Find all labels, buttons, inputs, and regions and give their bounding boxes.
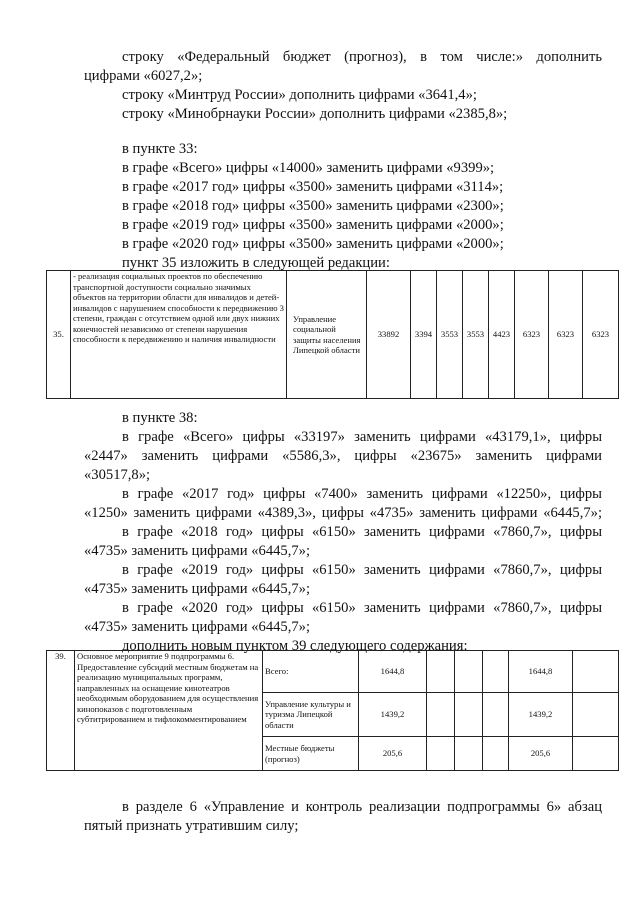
value-cell: 3394: [411, 271, 437, 399]
text-line: в графе «Всего» цифры «33197» заменить цифрами «43179,1», цифры: [122, 429, 602, 445]
empty-cell: [483, 737, 509, 771]
empty-cell: [455, 651, 483, 693]
text-line: «4735» заменить цифрами «6445,7»;: [84, 543, 311, 559]
item-description: - реализация социальных проектов по обеспечению транспортной доступности социально значимых объектов на территории области для инвалидов и детей-инвалидов с нарушением способности к передвижению 3 степени, граждан с отсутствием одной или двух нижних конечностей независимо от степени нарушения способности к передвижению и наличия инвалидности: [71, 271, 287, 399]
empty-cell: [573, 693, 619, 737]
empty-cell: [427, 693, 455, 737]
table-row: [47, 271, 619, 399]
source-label: Всего:: [263, 651, 359, 693]
item-description: Основное мероприятие 9 подпрограммы 6. Предоставление субсидий местным бюджетам на реализацию муниципальных программ, направленных на оснащение кинотеатров необходимым оборудованием для осуществления кинопоказов с подготовленным субтитрированием и тифлокомментированием: [75, 651, 263, 771]
text-line: в графе «2020 год» цифры «6150» заменить цифрами «7860,7», цифры: [122, 600, 602, 616]
text-line: в графе «2017 год» цифры «7400» заменить цифрами «12250», цифры: [122, 486, 602, 502]
value-cell: 6323: [583, 271, 619, 399]
text-line: в пункте 38:: [122, 410, 198, 426]
empty-cell: [427, 651, 455, 693]
text-line: «30517,8»;: [84, 467, 151, 483]
value-cell: 205,6: [359, 737, 427, 771]
table-item-39: [46, 650, 619, 771]
amendment-section-6: [84, 798, 602, 836]
item-number: 39.: [47, 651, 75, 771]
text-line: строку «Федеральный бюджет (прогноз), в том числе:» дополнить: [122, 49, 602, 65]
value-cell: 1439,2: [359, 693, 427, 737]
empty-cell: [427, 737, 455, 771]
text-line: в графе «Всего» цифры «14000» заменить цифрами «9399»;: [122, 160, 495, 176]
item-executor: Управление социальной защиты населения Липецкой области: [287, 271, 367, 399]
text-line: строку «Минобрнауки России» дополнить цифрами «2385,8»;: [122, 106, 508, 122]
value-cell: 1644,8: [509, 651, 573, 693]
empty-cell: [573, 737, 619, 771]
text-line: «1250» заменить цифрами «4389,3», цифры «4735» заменить цифрами «6445,7»;: [84, 505, 602, 521]
text-line: в графе «2019 год» цифры «3500» заменить цифрами «2000»;: [122, 217, 504, 233]
empty-cell: [483, 693, 509, 737]
text-line: пятый признать утратившим силу;: [84, 818, 299, 834]
text-line: строку «Минтруд России» дополнить цифрами «3641,4»;: [122, 87, 477, 103]
text-line: в графе «2020 год» цифры «3500» заменить цифрами «2000»;: [122, 236, 504, 252]
value-cell: 6323: [549, 271, 583, 399]
text-line: в графе «2019 год» цифры «6150» заменить цифрами «7860,7», цифры: [122, 562, 602, 578]
value-cell: 3553: [463, 271, 489, 399]
text-line: пункт 35 изложить в следующей редакции:: [122, 255, 390, 271]
text-line: в графе «2017 год» цифры «3500» заменить цифрами «3114»;: [122, 179, 504, 195]
text-line: в графе «2018 год» цифры «3500» заменить цифрами «2300»;: [122, 198, 504, 214]
amendment-item-33: [84, 140, 602, 254]
text-line: в графе «2018 год» цифры «6150» заменить цифрами «7860,7», цифры: [122, 524, 602, 540]
empty-cell: [455, 737, 483, 771]
source-label: Управление культуры и туризма Липецкой области: [263, 693, 359, 737]
table-row: [47, 651, 619, 693]
value-cell: 205,6: [509, 737, 573, 771]
source-label: Местные бюджеты (прогноз): [263, 737, 359, 771]
value-cell: 4423: [489, 271, 515, 399]
value-cell: 1644,8: [359, 651, 427, 693]
text-line: «4735» заменить цифрами «6445,7»;: [84, 581, 311, 597]
value-cell: 3553: [437, 271, 463, 399]
value-cell: 6323: [515, 271, 549, 399]
table-item-35: [46, 270, 619, 399]
text-line: цифрами «6027,2»;: [84, 68, 203, 84]
amendment-item-38: [84, 409, 602, 656]
value-cell: 1439,2: [509, 693, 573, 737]
empty-cell: [455, 693, 483, 737]
empty-cell: [483, 651, 509, 693]
text-line: «4735» заменить цифрами «6445,7»;: [84, 619, 311, 635]
text-line: в разделе 6 «Управление и контроль реализации подпрограммы 6» абзац: [122, 799, 602, 815]
text-line: дополнить новым пунктом 39 следующего содержания:: [122, 638, 468, 654]
text-line: «2447» заменить цифрами «5586,3», цифры «23675» заменить цифрами: [84, 448, 602, 464]
value-cell: 33892: [367, 271, 411, 399]
empty-cell: [573, 651, 619, 693]
text-line: в пункте 33:: [122, 141, 198, 157]
item-number: 35.: [47, 271, 71, 399]
amendment-federal-budget: [84, 48, 602, 124]
